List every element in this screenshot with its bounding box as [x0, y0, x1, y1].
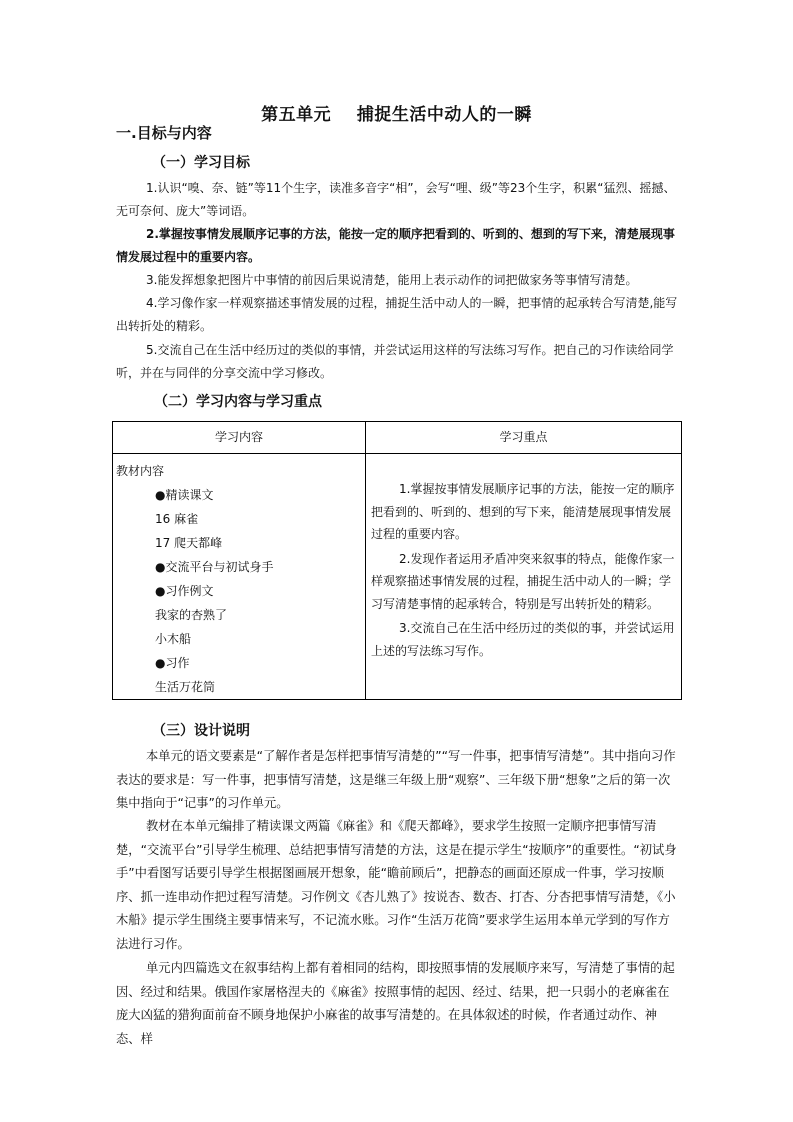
goal-item-1: 1.认识“嗅、奈、链”等11个生字，读准多音字“相”，会写“哩、级”等23个生字，积累“猛烈、摇撼、无可奈何、庞大”等词语。 — [116, 181, 676, 218]
list-item: ●交流平台与初试身手 — [155, 560, 274, 574]
list-item: ●习作 — [155, 656, 190, 670]
list-item: 17 爬天都峰 — [155, 536, 223, 550]
focus-item-3: 3.交流自己在生活中经历过的类似的事，并尝试运用上述的写法练习写作。 — [371, 621, 675, 658]
list-item: 16 麻雀 — [155, 512, 199, 526]
design-paragraph-2: 教材在本单元编排了精读课文两篇《麻雀》和《爬天都峰》，要求学生按照一定顺序把事情写清楚，“交流平台”引导学生梳理、总结把事情写清楚的方法，这是在提示学生“按顺序”的重要性。“初试身手”中看图写话要引导学生根据图画展开想象，能“瞻前顾后”，把静态的画面还原成一件事，学习按顺序、抓一连串动作把过程写清楚。习作例文《杏儿熟了》按说杏、数杏、打杏、分杏把事情写清楚，《小木船》提示学生围绕主要事情来写，不记流水账。习作“生活万花筒”要求学生运用本单元学到的写作方法进行习作。 — [116, 819, 677, 951]
goal-item-5: 5.交流自己在生活中经历过的类似的事情，并尝试运用这样的写法练习写作。把自己的习作读给同学听，并在与同伴的分享交流中学习修改。 — [116, 343, 674, 380]
focus-item-1: 1.掌握按事情发展顺序记事的方法，能按一定的顺序把看到的、听到的、想到的写下来，能清楚展现事情发展过程的重要内容。 — [371, 482, 675, 541]
design-paragraph-3: 单元内四篇选文在叙事结构上都有着相同的结构，即按照事情的发展顺序来写，写清楚了事情的起因、经过和结果。俄国作家屠格涅夫的《麻雀》按照事情的起因、经过、结果，把一只弱小的老麻雀在庞大凶猛的猎狗面前奋不顾身地保护小麻雀的故事写清楚的。在具体叙述的时候，作者通过动作、神态、样 — [116, 961, 675, 1046]
list-item: 我家的杏熟了 — [155, 608, 228, 622]
subheading-content-focus: （二）学习内容与学习重点 — [154, 394, 322, 410]
table-header-content: 学习内容 — [113, 422, 366, 454]
focus-item-2: 2.发现作者运用矛盾冲突来叙事的特点，能像作家一样观察描述事情发展的过程，捕捉生活中动人的一瞬；学习写清楚事情的起承转合，特别是写出转折处的精彩。 — [371, 551, 675, 611]
subheading-learning-goals: （一）学习目标 — [152, 155, 250, 171]
goal-item-2: 2.掌握按事情发展顺序记事的方法，能按一定的顺序把看到的、听到的、想到的写下来，清楚展现事情发展过程中的重要内容。 — [116, 227, 675, 264]
list-item: 生活万花筒 — [155, 680, 216, 694]
list-item: 教材内容 — [116, 464, 165, 478]
content-focus-table — [112, 421, 682, 700]
table-header-focus: 学习重点 — [366, 422, 682, 454]
list-item: ●精读课文 — [155, 488, 214, 502]
design-paragraph-1: 本单元的语文要素是“了解作者是怎样把事情写清楚的”“写一件事，把事情写清楚”。其中指向习作表达的要求是：写一件事，把事情写清楚，这是继三年级上册“观察”、三年级下册“想象”之后的第一次集中指向于“记事”的习作单元。 — [116, 749, 676, 810]
table-cell-focus — [366, 454, 682, 700]
table-cell-content — [113, 454, 366, 700]
section-heading-goals-content: 一.目标与内容 — [116, 124, 212, 142]
list-item: ●习作例文 — [155, 584, 214, 598]
subheading-design-notes: （三）设计说明 — [152, 723, 250, 739]
goal-item-3: 3.能发挥想象把图片中事情的前因后果说清楚，能用上表示动作的词把做家务等事情写清楚。 — [146, 273, 638, 287]
unit-title: 第五单元 捕捉生活中动人的一瞬 — [261, 105, 532, 125]
goal-item-4: 4.学习像作家一样观察描述事情发展的过程，捕捉生活中动人的一瞬，把事情的起承转合写清楚,能写出转折处的精彩。 — [116, 296, 678, 333]
list-item: 小木船 — [155, 632, 192, 646]
